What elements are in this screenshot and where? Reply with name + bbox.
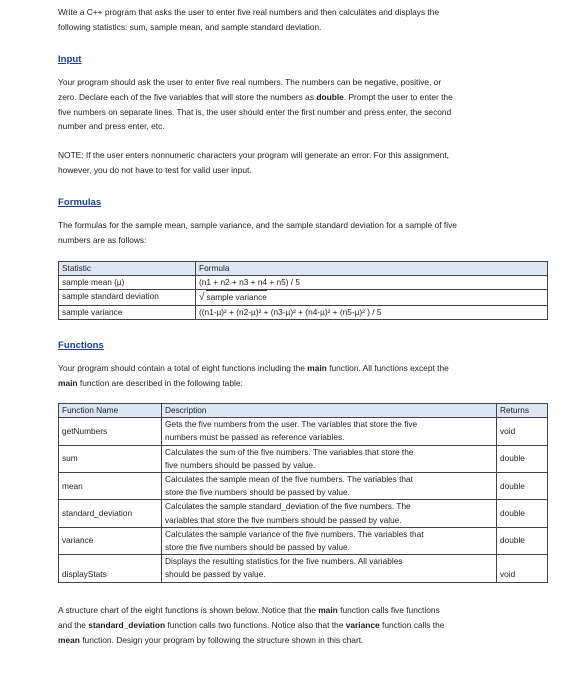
function-name-cell: variance xyxy=(59,527,162,554)
function-name-cell: mean xyxy=(59,473,162,500)
formula-text: sample variance xyxy=(206,290,267,304)
stat-cell: sample variance xyxy=(59,305,196,319)
note-line: NOTE: If the user enters nonnumeric characters your program will generate an error. For this assignment, xyxy=(58,150,449,160)
functions-text: function are described in the following table: xyxy=(77,377,243,388)
formula-cell: ((n1-µ)² + (n2-µ)² + (n3-µ)² + (n4-µ)² + (n5-µ)² ) / 5 xyxy=(196,305,548,319)
description-line: variables that store the five numbers should be passed by value. xyxy=(165,514,402,525)
description-line: Gets the five numbers from the user. The variables that store the five xyxy=(165,419,418,430)
formulas-line: The formulas for the sample mean, sample variance, and the sample standard deviation for a sample of five xyxy=(58,220,457,230)
main-keyword: main xyxy=(58,377,78,388)
table-row xyxy=(59,473,548,500)
returns-cell: double xyxy=(497,500,548,527)
structure-text: function calls two functions. Notice also that the xyxy=(165,619,346,630)
formula-cell: (n1 + n2 + n3 + n4 + n5) / 5 xyxy=(196,276,548,290)
square-root-icon: √ xyxy=(199,292,205,304)
structure-line xyxy=(58,633,548,648)
functions-text: Your program should contain a total of eight functions including the xyxy=(58,363,308,373)
header-cell: Function Name xyxy=(59,404,162,418)
functions-paragraph xyxy=(58,361,548,391)
double-keyword: double xyxy=(316,91,344,102)
structure-text: and the xyxy=(58,619,89,630)
table-row xyxy=(59,290,548,305)
functions-heading: Functions xyxy=(58,340,104,351)
functions-line xyxy=(58,376,548,391)
main-keyword: main xyxy=(318,605,338,615)
mean-keyword: mean xyxy=(58,634,80,645)
structure-text: A structure chart of the eight functions is shown below. Notice that the xyxy=(58,605,319,615)
function-name-cell: standard_deviation xyxy=(59,500,162,527)
standard-deviation-keyword: standard_deviation xyxy=(88,619,166,630)
description-cell xyxy=(162,527,497,554)
table-row xyxy=(59,305,548,319)
description-cell xyxy=(162,500,497,527)
header-cell: Description xyxy=(162,404,497,418)
description-cell xyxy=(162,555,497,582)
function-name-cell: displayStats xyxy=(59,555,162,582)
intro-paragraph xyxy=(58,5,548,35)
intro-line: Write a C++ program that asks the user to enter five real numbers and then calculates and displays the xyxy=(58,7,440,17)
header-cell: Statistic xyxy=(59,262,196,276)
formulas-paragraph xyxy=(58,218,548,248)
description-cell xyxy=(162,473,497,500)
functions-text: function. All functions except the xyxy=(326,363,449,373)
structure-text: function. Design your program by following the structure shown in this chart. xyxy=(79,634,364,645)
intro-line: following statistics: sum, sample mean, and sample standard deviation. xyxy=(58,21,322,32)
stat-cell: sample mean (µ) xyxy=(59,276,196,290)
note-line: however, you do not have to test for valid user input. xyxy=(58,164,252,175)
returns-cell: double xyxy=(497,527,548,554)
variance-keyword: variance xyxy=(345,619,380,630)
table-row xyxy=(59,276,548,290)
description-line: Calculates the sample mean of the five numbers. The variables that xyxy=(165,474,413,485)
formulas-heading: Formulas xyxy=(58,197,102,208)
returns-cell: double xyxy=(497,473,548,500)
table-row xyxy=(59,418,548,445)
main-keyword: main xyxy=(307,363,327,373)
input-line xyxy=(58,90,548,105)
structure-line xyxy=(58,603,548,618)
description-line: store the five numbers should be passed by value. xyxy=(165,487,350,498)
description-line: Calculates the sum of the five numbers. The variables that store the xyxy=(165,446,414,457)
structure-paragraph xyxy=(58,603,548,647)
returns-cell: void xyxy=(497,555,548,582)
description-line: Calculates the sample standard_deviation of the five numbers. The xyxy=(165,501,411,512)
header-cell: Formula xyxy=(196,262,548,276)
structure-text: function calls the xyxy=(379,619,445,630)
formula-cell xyxy=(196,290,548,305)
input-text: . Prompt the user to enter the xyxy=(343,91,453,102)
description-cell xyxy=(162,418,497,445)
input-heading: Input xyxy=(58,54,82,65)
input-text: zero. Declare each of the five variables that will store the numbers as xyxy=(58,91,317,102)
input-line: Your program should ask the user to enter five real numbers. The numbers can be negative, positive, or xyxy=(58,77,442,87)
input-line: five numbers on separate lines. That is, the user should enter the first number and press enter, the second xyxy=(58,106,452,117)
table-row xyxy=(59,555,548,582)
structure-text: function calls five functions xyxy=(337,605,440,615)
returns-cell: double xyxy=(497,445,548,472)
note-paragraph xyxy=(58,148,548,178)
description-line: numbers must be passed as reference variables. xyxy=(165,432,345,443)
description-line: store the five numbers should be passed by value. xyxy=(165,542,350,553)
description-line: five numbers should be passed by value. xyxy=(165,459,316,470)
input-line: number and press enter, etc. xyxy=(58,121,165,132)
description-line: Calculates the sample variance of the five numbers. The variables that xyxy=(165,528,424,539)
formulas-line: numbers are as follows: xyxy=(58,234,147,245)
description-line: Displays the resulting statistics for the five numbers. All variables xyxy=(165,556,403,567)
functions-table xyxy=(58,403,548,583)
description-line: should be passed by value. xyxy=(165,569,266,580)
functions-line xyxy=(58,361,548,376)
structure-line xyxy=(58,618,548,633)
function-name-cell: getNumbers xyxy=(59,418,162,445)
header-cell: Returns xyxy=(497,404,548,418)
returns-cell: void xyxy=(497,418,548,445)
table-header-row xyxy=(59,404,548,418)
table-row xyxy=(59,500,548,527)
stat-cell: sample standard deviation xyxy=(59,290,196,305)
table-row xyxy=(59,527,548,554)
function-name-cell: sum xyxy=(59,445,162,472)
table-header-row xyxy=(59,262,548,276)
table-row xyxy=(59,445,548,472)
input-paragraph xyxy=(58,75,548,134)
description-cell xyxy=(162,445,497,472)
formulas-table xyxy=(58,261,548,320)
